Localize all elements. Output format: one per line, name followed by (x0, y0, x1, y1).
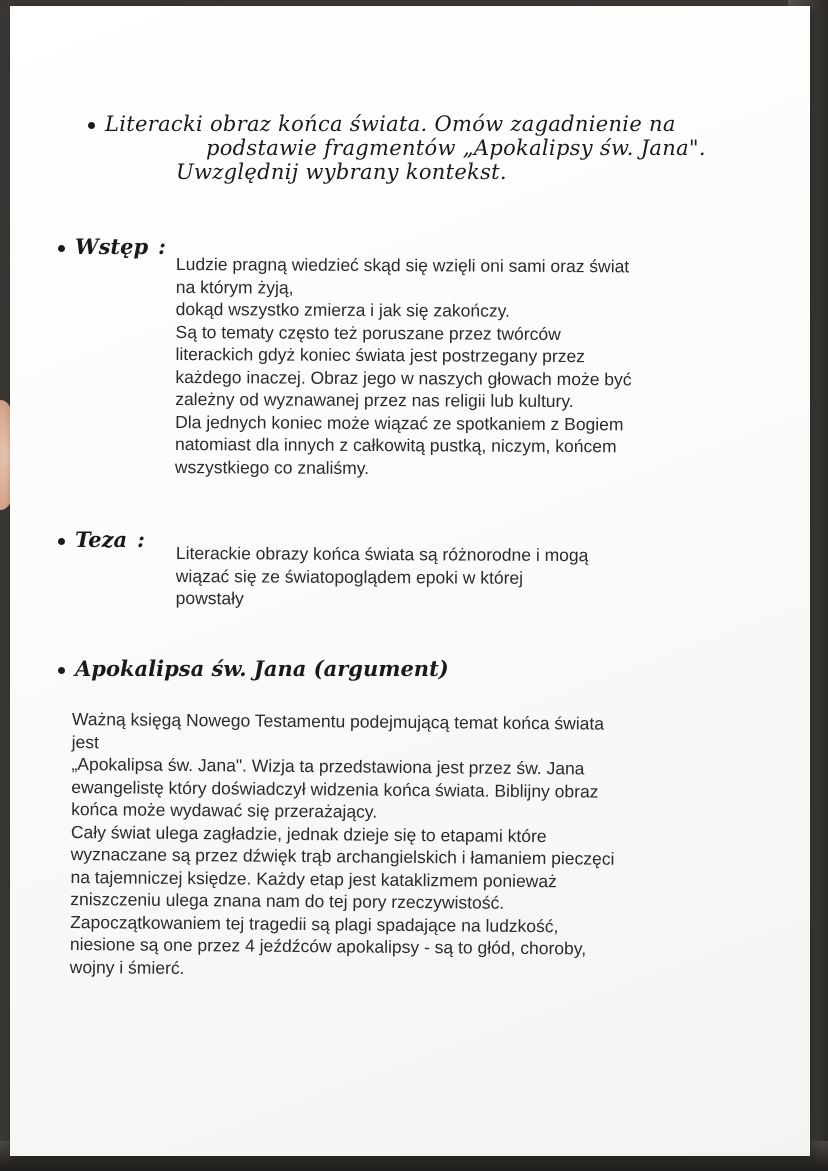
section-heading-apokalipsa: Apokalipsa św. Jana (argument) (58, 656, 449, 681)
text-line: Literackie obrazy końca świata są różnorodne i mogą (175, 543, 589, 566)
text-line: dokąd wszystko zmierza i jak się zakończy. (175, 298, 511, 321)
text-line: powstały (175, 587, 244, 609)
title-line-1: Literacki obraz końca świata. Omów zagadnienie na (88, 112, 676, 136)
bullet-icon (58, 245, 65, 252)
text-line: Cały świat ulega zagładzie, jednak dzieje się to etapami które (70, 821, 547, 846)
text-line: zależny od wyznawanej przez nas religii lub kultury. (175, 388, 574, 412)
paper-sheet (10, 6, 810, 1156)
intro-paragraph (175, 253, 632, 480)
text-line: na którym żyją, (175, 276, 294, 298)
text-line: Są to tematy często też poruszane przez twórców (175, 321, 561, 344)
text-line: Zapoczątkowaniem tej tragedii są plagi spadające na ludzkość, (70, 911, 559, 936)
text-line: Dla jednych koniec może wiązać ze spotkaniem z Bogiem (175, 411, 624, 434)
thesis-paragraph (176, 542, 589, 612)
text-line: na tajemniczej księdze. Każdy etap jest kataklizmem ponieważ (70, 866, 557, 891)
text-line: każdego inaczej. Obraz jego w naszych głowach może być (175, 366, 632, 389)
text-line: „Apokalipsa św. Jana". Wizja ta przedstawiona jest przez św. Jana (71, 753, 585, 779)
bullet-icon (88, 122, 95, 129)
text-line: niesione są one przez 4 jeźdźców apokalipsy - są to głód, choroby, (69, 933, 587, 959)
argument-paragraph (70, 708, 616, 983)
text-line: zniszczeniu ulega znana nam do tej pory rzeczywistość. (70, 888, 505, 913)
text-line: Ludzie pragną wiedzieć skąd się wzięli oni sami oraz świat (175, 253, 630, 277)
text-line: wyznaczane są przez dźwięk trąb archangielskich i łamaniem pieczęci (70, 843, 615, 869)
section-heading-wstep: Wstęp : (58, 234, 166, 259)
section-heading-teza: Teza : (58, 527, 145, 552)
title-line-3: Uwzględnij wybrany kontekst. (176, 160, 507, 184)
title-line-2: podstawie fragmentów „Apokalipsy św. Jana". (206, 136, 706, 160)
text-line: Ważną księgą Nowego Testamentu podejmującą temat końca świata (71, 708, 605, 734)
text-line: wiązać się ze światopoglądem epoki w której (175, 565, 524, 588)
text-line: ewangelistę który doświadczył widzenia końca świata. Biblijny obraz (71, 776, 599, 802)
text-line: wszystkiego co znaliśmy. (174, 456, 370, 478)
text-line: jest (71, 731, 100, 752)
text-line: natomiast dla innych z całkowitą pustką, niczym, końcem (174, 433, 617, 457)
bullet-icon (58, 538, 65, 545)
text-line: końca może wydawać się przerażający. (71, 798, 378, 822)
bullet-icon (58, 667, 65, 674)
text-line: wojny i śmierć. (69, 956, 185, 978)
text-line: literackich gdyż koniec świata jest postrzegany przez (175, 343, 586, 367)
